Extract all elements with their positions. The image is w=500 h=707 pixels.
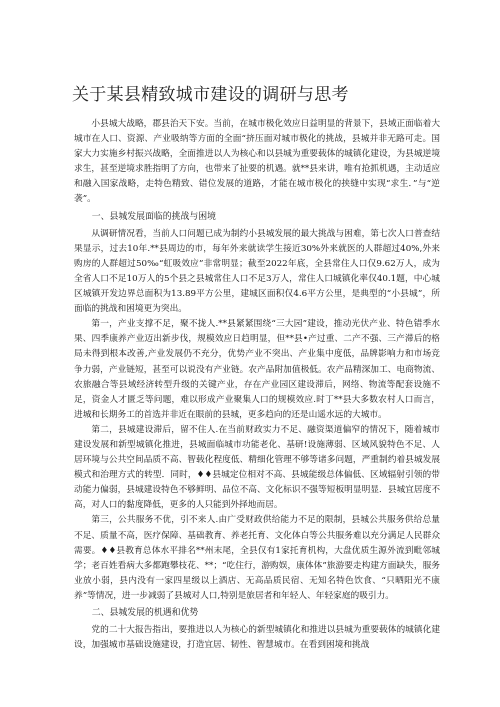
paragraph-opportunity: 党的二十大报告指出，要推进以人为核心的新型城镇化和推进以县城为重要载体的城镇化建设，加强城市基础设施建设，打造宜居、韧性、智慧城市。在看到困境和挑战: [74, 625, 440, 651]
section-heading-1: 一、县城发展面临的挑战与困境: [91, 211, 217, 222]
section-heading-2: 二、县城发展的机遇和优势: [91, 608, 199, 618]
paragraph-public-services: 第三，公共服务不优，引不来人.由广受财政供给能力不足的限制，县城公共服务供给总量不足、质量不高，医疗保障、基础教育、养老托育、文化体白等公共服务难以充分满足人民群众需要。♦♦县教育总体水平排名**州末尾，全县仅有1家托育机构，大盘优质生源外流到毗邻城学；老百姓看病大多都跑攀枝花、**；“吃住行，游购娱，康体体”旅游要走构建方面缺失，服务业放小弱，县内没有一家四星级以上酒店、无高品质民宿、无知名特色饮食、“只晒阳光不康养”等情况，进一步减弱了县城对人口,特别是旅居者和年轻人、年轻家庭的吸引力。: [74, 515, 440, 601]
paragraph-industry: 第一，产业支撑不足，聚不拢人.**县紧紧围绕“三大园”建设，推动光伏产业、特色错季水果、四季康养产业迈出新步伐，规模效应日趋明显，但**县•产过重、二产不强、三产滞后的格局未得到根本改善,产业发展仍不充分，优势产业不突出、产业集中度低，品牌影响力和市场竞争力弱，产业链短，甚至可以说没有产业链。农产品附加值极低。农产品精深加工、电商物流、农旅融合等县域经济转型升级的关键产业，存在产业园区建设滞后，网络、物流等配套设施不足，资金人才匮乏等问题，难以形成产业聚集人口的规模效应.时丁**县大多数农村人口而言，进城和长期务工的首选并非近在眼前的县城，更多趋向的还是山遥水远的大城市。: [74, 319, 440, 420]
paragraph-population: 从调研情况看，当前人口问题已成为制约小县城发展的最大挑战与困难，第七次人口普查结果显示，过去10年.**县周边的市，每年外来就读学生接近30%外来就医的人群超过40%,外来购房的人群超过50‰“虹吸效应”非常明显；截至2022年底，全县常住人口仅9.62万人，成为全省人口不足10万人的5个县之县城常住人口不足3万人，常住人口城镇化率仅40.1题，中心城区城镇开发边界总面积为13.89平方公里，建城区面积仅4.6平方公里，是典型的“小县城”，所面临的挑战和困境更为突出。: [74, 228, 440, 315]
document-title: 关于某县精致城市建设的调研与思考: [72, 85, 349, 105]
paragraph-construction: 第二，县城建设滞后，留不住人.在当前财政实力不足、融资渠道偏窄的情况下，随着城市建设发展和新型城镇化推进，县城面临城市功能老化、基研!设施薄弱、区域风貌特色不足、人居环境与公共空间品质不高、智载化程度低、精细化管理不够等诸多问题，严重制约着县城发展模式和治理方式的转型．同时，♦♦县城定位相对不高、县城能级总体偏低、区域辐射引领的带动能力偏弱，县城建设特色不够鲜明、品位不高、文化标识不强等短板明显明显．县城宜居度不高，对人口的黏度降低，更多的人只能到外择地而居。: [74, 424, 440, 511]
intro-paragraph: 小县城大战略，郡县治天下安。当前，在城市极化效应日益明显的背景下，县域正面临着大城市在人口、资源、产业吸纳等方面的全面“挤压面对城市极化的挑战，县城并非无路可走。国家大力实施乡村振兴战略，全面推进以人为核心和以县城为重要载体的城镇化建设，为县城逆境求生，甚至逆境求胜指明了方向，也带来了扯要的机遇。就**县来讲，唯有抢抓机遇，主动适应和融入国家战略，走特色精致、错位发展的道路，才能在城市极化的挟缝中实现“求生．”与“逆袭”。: [74, 119, 440, 205]
